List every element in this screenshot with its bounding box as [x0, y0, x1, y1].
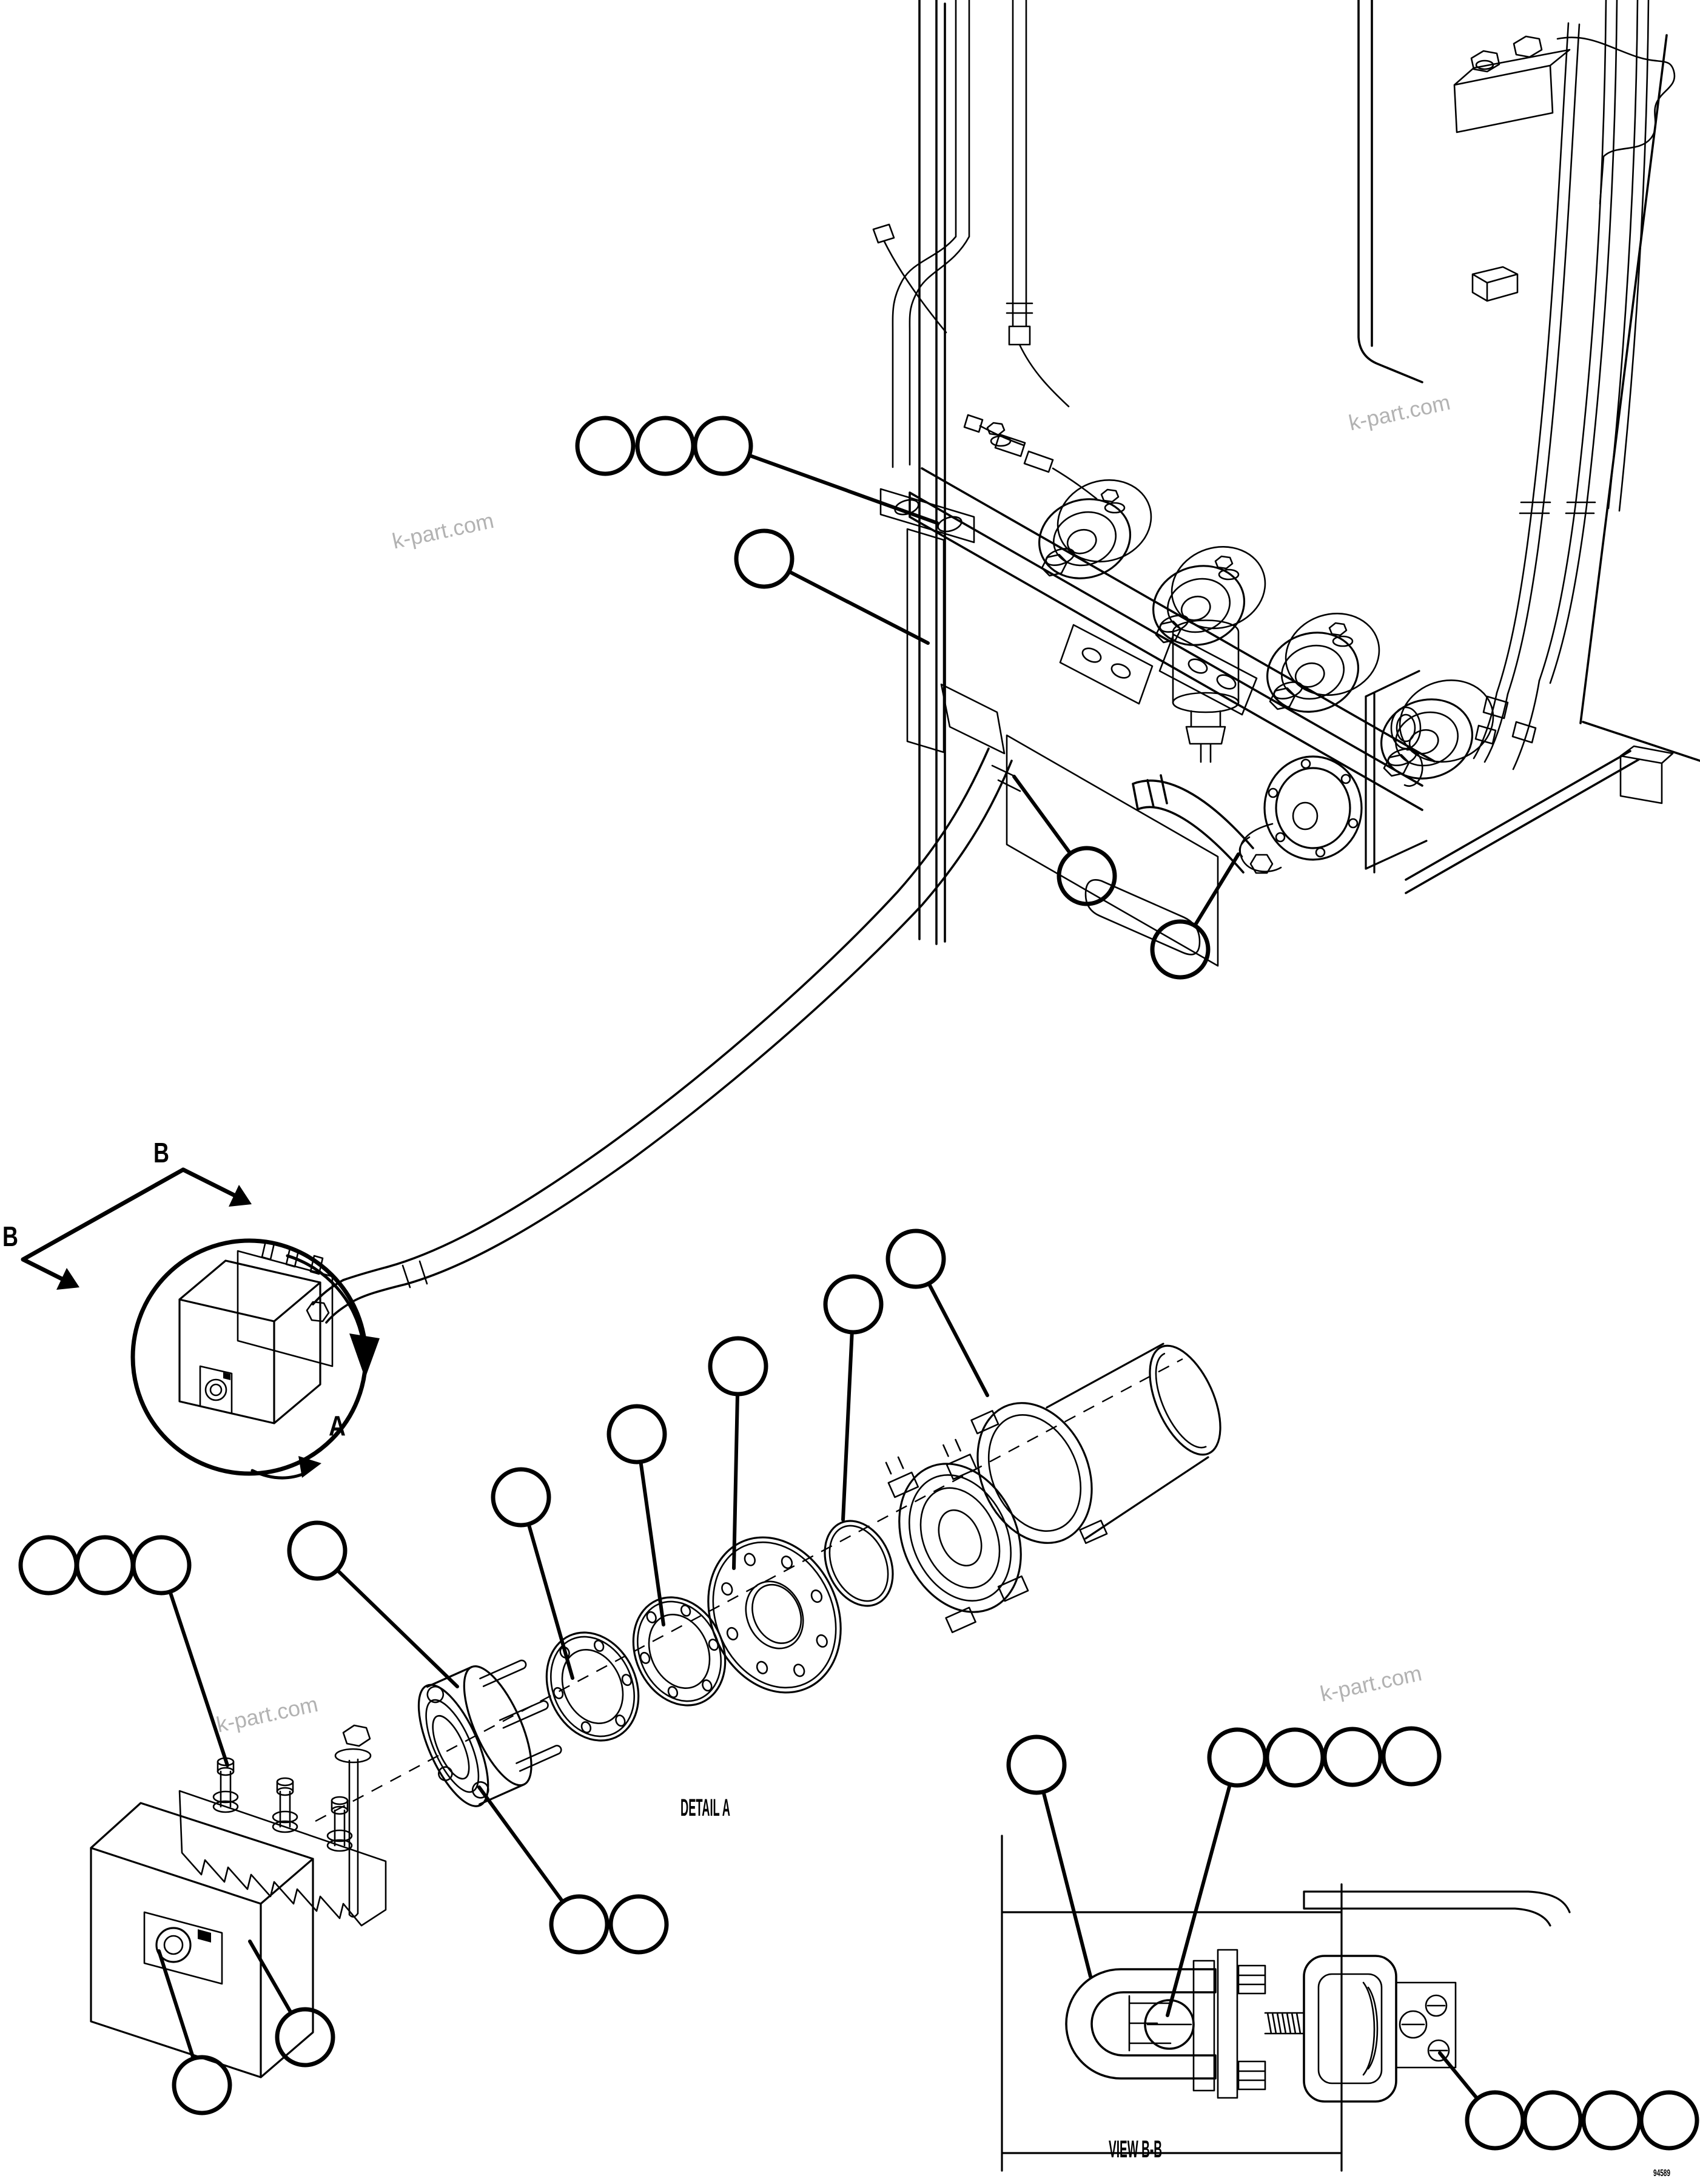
callout-leader	[479, 1787, 563, 1902]
part-callout-balloon[interactable]	[1584, 2092, 1639, 2148]
detail-circle-b	[133, 1241, 380, 1478]
motor-body	[91, 1803, 313, 2077]
callout-leader	[1440, 2053, 1477, 2098]
part-callout-balloon[interactable]	[21, 1537, 76, 1593]
part-callout-balloon[interactable]	[1009, 1737, 1064, 1793]
callout-leader	[1195, 854, 1238, 926]
clamp-flange	[868, 1424, 1046, 1637]
part-callout-balloon[interactable]	[1152, 922, 1208, 977]
callout-leader	[1014, 777, 1070, 854]
part-callout-balloon[interactable]	[1525, 2092, 1581, 2148]
callout-leader	[170, 1592, 227, 1765]
rotation-arrowhead	[298, 1456, 321, 1478]
view-bb-drawing	[1002, 1836, 1570, 2171]
part-callout-balloon[interactable]	[1325, 1729, 1380, 1785]
part-callout-balloon[interactable]	[611, 1896, 667, 1952]
tank-outlet-funnel	[941, 684, 1004, 753]
part-callout-balloon[interactable]	[1467, 2092, 1523, 2148]
foot-block	[1621, 746, 1673, 803]
section-arrows	[23, 1170, 252, 1290]
part-callout-balloon[interactable]	[888, 1231, 944, 1287]
callout-leader	[337, 1570, 457, 1687]
bb-hose	[1304, 1892, 1570, 1926]
part-callout-balloon[interactable]	[174, 2057, 230, 2113]
lower-panel-slot	[1086, 880, 1200, 954]
tank-edges	[1359, 0, 1422, 382]
frame-bottom-edge	[1406, 751, 1639, 893]
part-callout-balloon[interactable]	[577, 418, 633, 474]
callout-leader	[1043, 1792, 1090, 1977]
view-bb-title: VIEW B-B	[1109, 2136, 1162, 2163]
detail-marker-a: A	[329, 1410, 346, 1441]
part-callout-balloon[interactable]	[637, 418, 693, 474]
part-callout-balloon[interactable]	[551, 1896, 607, 1952]
callout-leader	[734, 1394, 737, 1568]
part-callout-balloon[interactable]	[77, 1537, 133, 1593]
callout-leader	[929, 1284, 987, 1395]
watermark-text: k-part.com	[1317, 1660, 1424, 1707]
part-callout-balloon[interactable]	[609, 1406, 665, 1462]
part-callout-balloon[interactable]	[825, 1276, 881, 1332]
callout-leader	[640, 1462, 664, 1625]
part-callout-balloon[interactable]	[493, 1469, 549, 1525]
section-label-b-top: B	[153, 1137, 169, 1168]
section-label-b-left: B	[2, 1221, 18, 1252]
part-callout-balloon[interactable]	[289, 1523, 345, 1579]
sheet-number: 94589	[1653, 2168, 1671, 2179]
clamp-jaws	[1194, 1950, 1265, 2098]
watermark-text: k-part.com	[213, 1691, 320, 1737]
threaded-rod	[1265, 2013, 1303, 2034]
callout-leader	[843, 1332, 852, 1520]
part-callout-balloon[interactable]	[1059, 848, 1115, 904]
motor-bracket	[238, 1241, 332, 1366]
part-callout-balloon[interactable]	[1641, 2092, 1697, 2148]
accumulator	[1173, 621, 1238, 763]
suction-tube-2	[1007, 0, 1069, 406]
mount-plates	[1060, 625, 1257, 715]
frame-assembly	[873, 0, 1700, 966]
part-callout-balloon[interactable]	[695, 418, 751, 474]
spacer-block	[1473, 267, 1517, 301]
end-plate	[1396, 1983, 1456, 2068]
part-callout-balloon[interactable]	[1383, 1728, 1439, 1784]
callout-leader	[159, 1951, 193, 2058]
watermark-text: k-part.com	[1346, 389, 1453, 436]
terminal-studs	[213, 1758, 352, 1851]
stud-and-nut	[335, 1725, 371, 1917]
callout-leader	[1167, 1784, 1230, 2015]
manifold-block	[1454, 36, 1570, 132]
mast-rails	[919, 0, 945, 944]
part-callout-balloon[interactable]	[277, 2009, 333, 2065]
motor-exploded	[91, 1758, 386, 2077]
lower-panel	[1007, 735, 1218, 966]
hose-holder-bracket	[1304, 1956, 1396, 2101]
center-axis	[315, 1359, 1183, 1821]
part-callout-balloon[interactable]	[710, 1338, 766, 1394]
gasket	[530, 1618, 655, 1756]
coupling	[403, 1643, 574, 1816]
detail-a-title: DETAIL A	[680, 1795, 730, 1821]
part-callout-balloon[interactable]	[1209, 1730, 1265, 1785]
watermark-text: k-part.com	[389, 508, 496, 554]
motor-nameplate	[144, 1912, 222, 1984]
callout-leader	[250, 1941, 291, 2013]
callout-leader	[749, 456, 937, 523]
part-callout-balloon[interactable]	[1267, 1730, 1323, 1785]
part-callout-balloon[interactable]	[133, 1537, 189, 1593]
exploded-assembly	[315, 1335, 1235, 1916]
rotation-arrowhead	[349, 1333, 380, 1378]
suction-tube-1	[893, 0, 969, 467]
wire-harness	[964, 415, 1097, 499]
part-callout-balloon[interactable]	[736, 531, 792, 587]
o-ring	[812, 1510, 905, 1617]
